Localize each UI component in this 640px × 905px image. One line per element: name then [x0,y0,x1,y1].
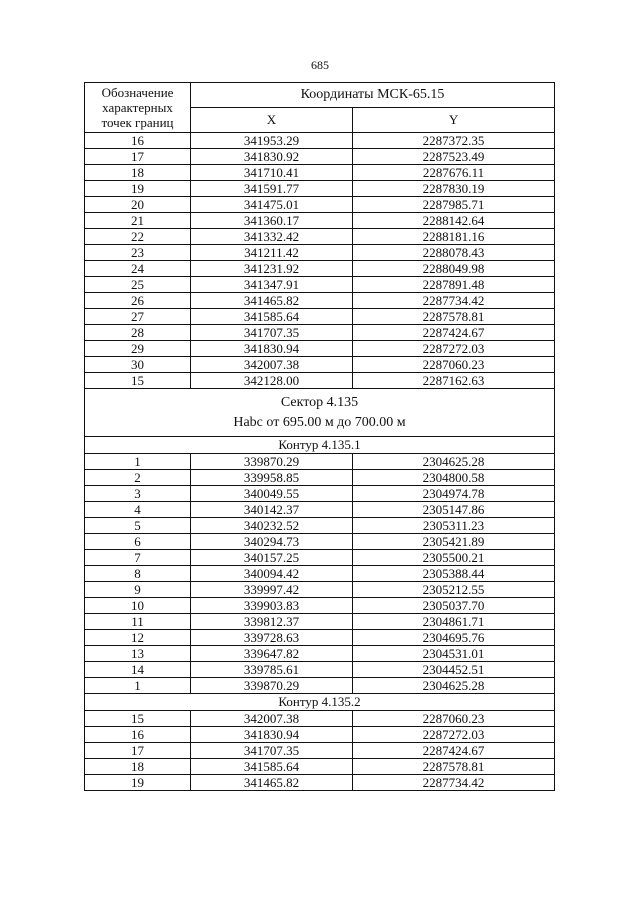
table-row [85,357,555,373]
contour2-title: Контур 4.135.2 [85,694,555,711]
table-row [85,229,555,245]
sector-heading [85,389,555,437]
y-cell: 2305500.21 [353,550,555,566]
y-cell: 2287734.42 [353,293,555,309]
table-row [85,518,555,534]
y-cell: 2288142.64 [353,213,555,229]
x-cell: 341830.92 [191,149,353,165]
point-cell: 25 [85,277,191,293]
point-cell: 12 [85,630,191,646]
point-cell: 11 [85,614,191,630]
y-cell: 2288049.98 [353,261,555,277]
x-cell: 341465.82 [191,775,353,791]
table-row [85,454,555,470]
point-cell: 28 [85,325,191,341]
point-cell: 18 [85,165,191,181]
x-cell: 342128.00 [191,373,353,389]
x-cell: 340142.37 [191,502,353,518]
table-row [85,566,555,582]
point-cell: 4 [85,502,191,518]
y-cell: 2304800.58 [353,470,555,486]
page-number: 685 [311,58,329,72]
sector-block [85,389,555,454]
point-cell: 16 [85,133,191,149]
y-cell: 2287523.49 [353,149,555,165]
point-cell: 3 [85,486,191,502]
x-cell: 341231.92 [191,261,353,277]
point-label-line2: характерных [102,100,173,115]
point-cell: 6 [85,534,191,550]
point-cell: 13 [85,646,191,662]
table-row [85,598,555,614]
point-cell: 19 [85,775,191,791]
point-cell: 17 [85,743,191,759]
table-row [85,309,555,325]
table-row [85,277,555,293]
x-cell: 341707.35 [191,743,353,759]
x-cell: 340294.73 [191,534,353,550]
table-row [85,614,555,630]
x-cell: 339997.42 [191,582,353,598]
point-cell: 8 [85,566,191,582]
table-row [85,325,555,341]
table-row [85,165,555,181]
table-row [85,550,555,566]
y-cell: 2305421.89 [353,534,555,550]
x-cell: 339812.37 [191,614,353,630]
y-cell: 2287162.63 [353,373,555,389]
table-header [85,83,555,133]
x-cell: 341830.94 [191,341,353,357]
point-cell: 30 [85,357,191,373]
rows-top [85,133,555,389]
point-cell: 16 [85,727,191,743]
table-row [85,470,555,486]
y-cell: 2287060.23 [353,711,555,727]
table-row [85,743,555,759]
point-cell: 17 [85,149,191,165]
point-cell: 15 [85,373,191,389]
x-cell: 341347.91 [191,277,353,293]
coordinates-header: Координаты МСК-65.15 [191,83,555,108]
x-cell: 339903.83 [191,598,353,614]
x-cell: 339728.63 [191,630,353,646]
table-row [85,534,555,550]
y-cell: 2288078.43 [353,245,555,261]
y-cell: 2305212.55 [353,582,555,598]
x-cell: 342007.38 [191,357,353,373]
point-cell: 9 [85,582,191,598]
point-cell: 27 [85,309,191,325]
y-cell: 2288181.16 [353,229,555,245]
point-cell: 29 [85,341,191,357]
y-cell: 2304695.76 [353,630,555,646]
y-cell: 2287272.03 [353,727,555,743]
x-cell: 341360.17 [191,213,353,229]
x-cell: 341585.64 [191,759,353,775]
point-cell: 14 [85,662,191,678]
table-row [85,711,555,727]
point-label-header [85,83,191,133]
table-row [85,582,555,598]
point-cell: 7 [85,550,191,566]
table-row [85,630,555,646]
contour1-rows [85,454,555,694]
table-row [85,662,555,678]
table-row [85,213,555,229]
y-cell: 2305147.86 [353,502,555,518]
x-cell: 341830.94 [191,727,353,743]
y-cell: 2304861.71 [353,614,555,630]
x-cell: 339785.61 [191,662,353,678]
point-cell: 2 [85,470,191,486]
table-row [85,149,555,165]
y-cell: 2287578.81 [353,759,555,775]
table-row [85,373,555,389]
point-cell: 1 [85,454,191,470]
table-row [85,646,555,662]
x-cell: 341585.64 [191,309,353,325]
x-cell: 339647.82 [191,646,353,662]
y-cell: 2304625.28 [353,454,555,470]
table-row [85,181,555,197]
x-cell: 340232.52 [191,518,353,534]
table-row [85,293,555,309]
y-cell: 2287272.03 [353,341,555,357]
table-row [85,759,555,775]
point-cell: 23 [85,245,191,261]
y-cell: 2287734.42 [353,775,555,791]
table-row [85,245,555,261]
table-row [85,727,555,743]
x-cell: 339958.85 [191,470,353,486]
contour1-title: Контур 4.135.1 [85,437,555,454]
y-cell: 2287372.35 [353,133,555,149]
point-cell: 1 [85,678,191,694]
x-cell: 339870.29 [191,678,353,694]
y-cell: 2287985.71 [353,197,555,213]
y-cell: 2304531.01 [353,646,555,662]
y-cell: 2287891.48 [353,277,555,293]
x-cell: 341211.42 [191,245,353,261]
point-cell: 15 [85,711,191,727]
point-label-line3: точек границ [101,115,174,130]
x-cell: 340049.55 [191,486,353,502]
x-cell: 341465.82 [191,293,353,309]
point-cell: 18 [85,759,191,775]
table-row [85,133,555,149]
table-row [85,775,555,791]
table-row [85,261,555,277]
point-cell: 10 [85,598,191,614]
point-cell: 26 [85,293,191,309]
x-cell: 341332.42 [191,229,353,245]
sector-title: Сектор 4.135 [280,395,359,410]
y-cell: 2287578.81 [353,309,555,325]
table-row [85,197,555,213]
contour2-block [85,694,555,711]
y-cell: 2305037.70 [353,598,555,614]
y-cell: 2304974.78 [353,486,555,502]
x-cell: 341953.29 [191,133,353,149]
y-cell: 2305311.23 [353,518,555,534]
y-cell: 2304625.28 [353,678,555,694]
x-cell: 341710.41 [191,165,353,181]
x-cell: 340157.25 [191,550,353,566]
coordinates-table [84,82,555,791]
table-row [85,678,555,694]
point-cell: 24 [85,261,191,277]
y-cell: 2287676.11 [353,165,555,181]
y-cell: 2305388.44 [353,566,555,582]
y-cell: 2287060.23 [353,357,555,373]
point-label-line1: Обозначение [101,85,174,100]
table-row [85,486,555,502]
x-cell: 341475.01 [191,197,353,213]
y-cell: 2287424.67 [353,743,555,759]
x-cell: 339870.29 [191,454,353,470]
point-cell: 19 [85,181,191,197]
table-row [85,502,555,518]
point-cell: 21 [85,213,191,229]
y-cell: 2304452.51 [353,662,555,678]
point-cell: 20 [85,197,191,213]
y-cell: 2287830.19 [353,181,555,197]
x-header: X [191,108,353,133]
contour2-rows [85,711,555,791]
x-cell: 341707.35 [191,325,353,341]
point-cell: 5 [85,518,191,534]
x-cell: 342007.38 [191,711,353,727]
sector-subtitle: Нabс от 695.00 м до 700.00 м [233,415,406,430]
table-row [85,341,555,357]
point-cell: 22 [85,229,191,245]
x-cell: 340094.42 [191,566,353,582]
x-cell: 341591.77 [191,181,353,197]
y-cell: 2287424.67 [353,325,555,341]
y-header: Y [353,108,555,133]
